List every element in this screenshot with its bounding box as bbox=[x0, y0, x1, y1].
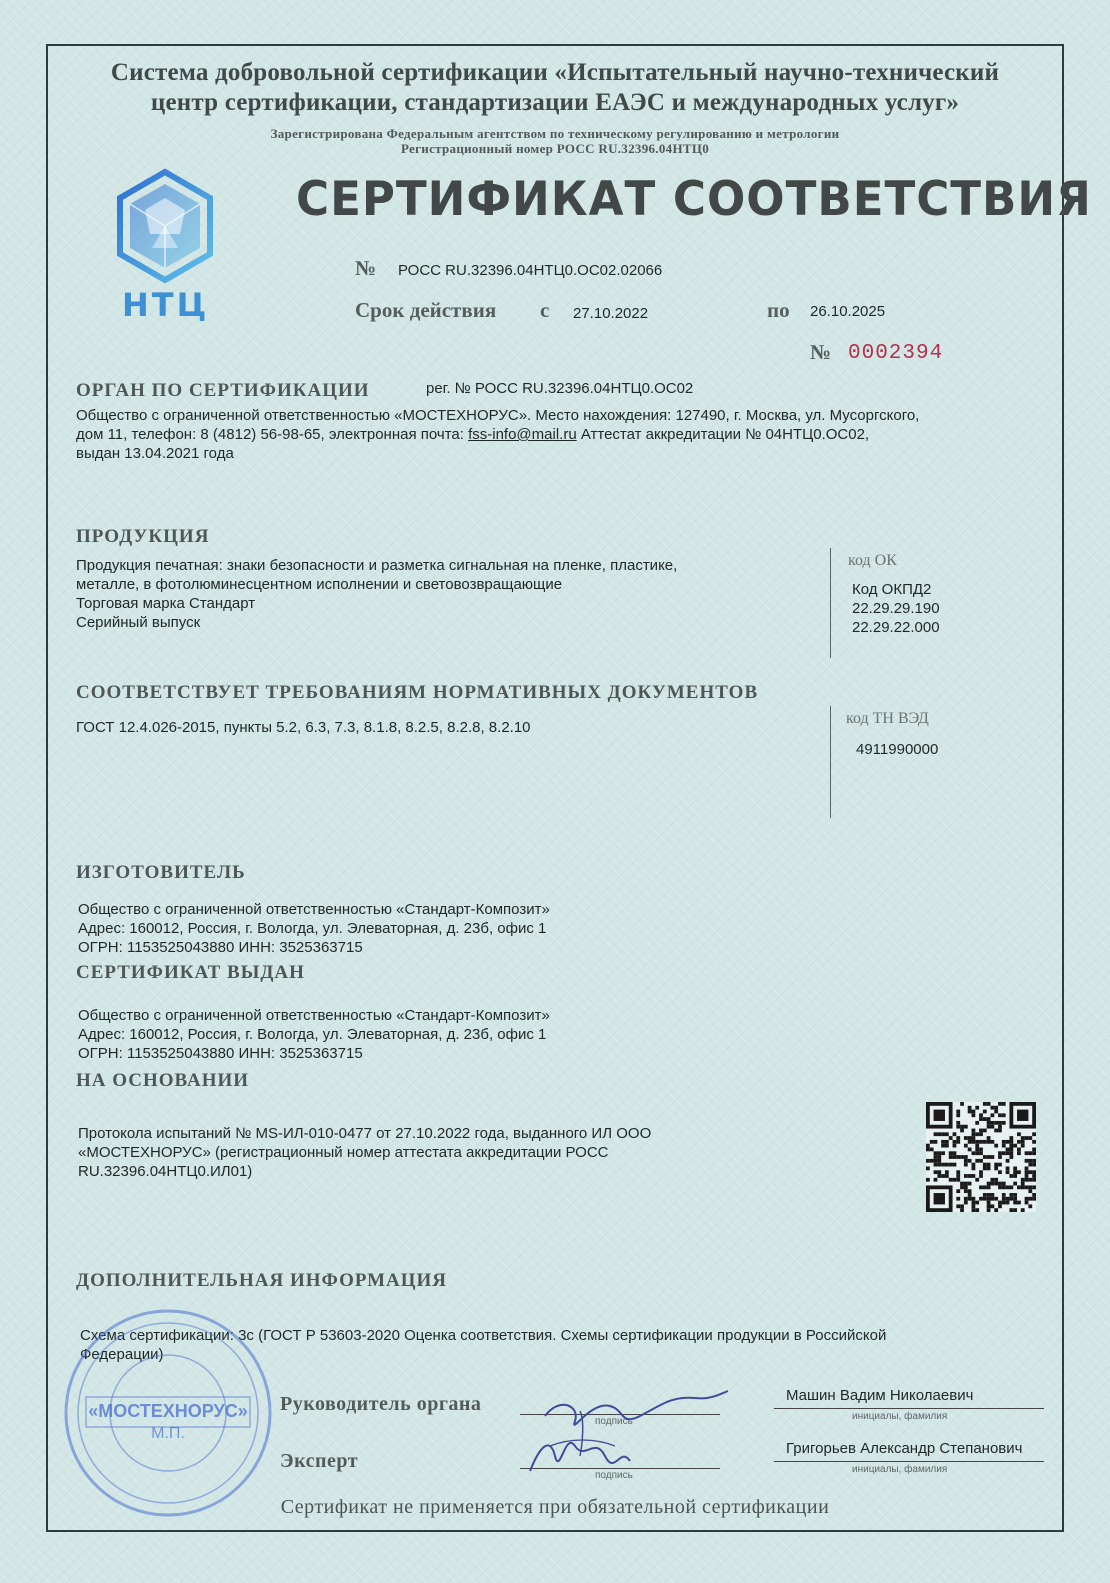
validity-to-label: по bbox=[767, 298, 790, 322]
issued-heading: СЕРТИФИКАТ ВЫДАН bbox=[76, 962, 305, 983]
basis-heading: НА ОСНОВАНИИ bbox=[76, 1070, 250, 1091]
organ-details bbox=[76, 406, 919, 463]
tnved-label: код ТН ВЭД bbox=[846, 710, 929, 727]
basis-line: «МОСТЕХНОРУС» (регистрационный номер аттестата аккредитации РОСС bbox=[78, 1144, 609, 1161]
ntc-logo bbox=[110, 168, 220, 328]
product-line: Продукция печатная: знаки безопасности и разметка сигнальная на пленке, пластике, bbox=[76, 557, 678, 574]
product-details bbox=[76, 556, 677, 632]
email-link[interactable]: fss-info@mail.ru bbox=[468, 426, 577, 443]
basis-details bbox=[78, 1124, 651, 1181]
okpd2-code: 22.29.29.190 bbox=[852, 600, 940, 617]
basis-line: Протокола испытаний № MS-ИЛ-010-0477 от 27.10.2022 года, выданного ИЛ ООО bbox=[78, 1125, 652, 1142]
manufacturer-heading: ИЗГОТОВИТЕЛЬ bbox=[76, 862, 246, 883]
validity-from-date: 27.10.2022 bbox=[573, 305, 649, 322]
okpd2-code: 22.29.22.000 bbox=[852, 619, 940, 636]
manufacturer-line: ОГРН: 1153525043880 ИНН: 3525363715 bbox=[78, 939, 363, 956]
organ-line1: Общество с ограниченной ответственностью «МОСТЕХНОРУС». Место нахождения: 127490, г. Москва, ул. Мусоргского, bbox=[76, 407, 920, 424]
additional-heading: ДОПОЛНИТЕЛЬНАЯ ИНФОРМАЦИЯ bbox=[76, 1270, 448, 1291]
cert-number-label: № bbox=[355, 256, 377, 280]
organ-line2: дом 11, телефон: 8 (4812) 56-98-65, электронная почта: fss-info@mail.ru Аттестат аккредитации № 04НТЦ0.ОС02, bbox=[76, 426, 870, 443]
qr-code-icon[interactable] bbox=[926, 1102, 1036, 1212]
expert-signature-caption: подпись bbox=[595, 1470, 633, 1481]
ok-code-label: код ОК bbox=[848, 552, 897, 569]
cert-number: РОСС RU.32396.04НТЦ0.ОС02.02066 bbox=[398, 262, 663, 279]
organ-heading: ОРГАН ПО СЕРТИФИКАЦИИ bbox=[76, 380, 370, 401]
mp-label: М.П. bbox=[151, 1425, 185, 1442]
product-line: Торговая марка Стандарт bbox=[76, 595, 256, 612]
footer-notice: Сертификат не применяется при обязательной сертификации bbox=[280, 1496, 830, 1518]
validity-to-date: 26.10.2025 bbox=[810, 303, 886, 320]
basis-line: RU.32396.04НТЦ0.ИЛ01) bbox=[78, 1163, 253, 1180]
okpd2-code: Код ОКПД2 bbox=[852, 581, 932, 598]
organization-stamp bbox=[60, 1305, 276, 1521]
validity-label: Срок действия bbox=[355, 298, 497, 322]
logo-text: НТЦ bbox=[122, 286, 210, 324]
page-title: СЕРТИФИКАТ СООТВЕТСТВИЯ bbox=[296, 172, 1092, 227]
organ-line3: выдан 13.04.2021 года bbox=[76, 445, 234, 462]
form-number: 0002394 bbox=[848, 342, 944, 365]
head-name-line bbox=[774, 1408, 1044, 1409]
system-name-line1: Система добровольной сертификации «Испытательный научно-технический bbox=[110, 59, 1000, 86]
head-label: Руководитель органа bbox=[280, 1393, 482, 1415]
hexagon-logo-icon bbox=[110, 168, 220, 288]
expert-name: Григорьев Александр Степанович bbox=[786, 1440, 1023, 1457]
okpd2-codes bbox=[852, 580, 940, 637]
expert-name-line bbox=[774, 1461, 1044, 1462]
system-name-line2: центр сертификации, стандартизации ЕАЭС и международных услуг» bbox=[150, 89, 960, 116]
expert-label: Эксперт bbox=[280, 1450, 359, 1472]
head-name: Машин Вадим Николаевич bbox=[786, 1387, 974, 1404]
additional-line: Федерации) bbox=[80, 1346, 164, 1363]
issued-line: Общество с ограниченной ответственностью «Стандарт-Композит» bbox=[78, 1007, 550, 1024]
registered-line: Зарегистрирована Федеральным агентством по техническому регулированию и метрологии bbox=[270, 126, 840, 141]
manufacturer-details bbox=[78, 900, 550, 957]
tnved-code: 4911990000 bbox=[856, 741, 939, 758]
issued-line: ОГРН: 1153525043880 ИНН: 3525363715 bbox=[78, 1045, 363, 1062]
expert-name-caption: инициалы, фамилия bbox=[852, 1464, 948, 1475]
product-code-divider bbox=[830, 548, 831, 658]
validity-from-label: с bbox=[540, 298, 550, 322]
registration-number-line: Регистрационный номер РОСС RU.32396.04НТЦ0 bbox=[400, 141, 710, 156]
product-line: металле, в фотолюминесцентном исполнении и световозвращающие bbox=[76, 576, 563, 593]
form-number-label: № bbox=[810, 340, 832, 364]
issued-line: Адрес: 160012, Россия, г. Вологда, ул. Элеваторная, д. 23б, офис 1 bbox=[78, 1026, 547, 1043]
product-heading: ПРОДУКЦИЯ bbox=[76, 526, 210, 547]
conformity-heading: СООТВЕТСТВУЕТ ТРЕБОВАНИЯМ НОРМАТИВНЫХ ДОКУМЕНТОВ bbox=[76, 682, 759, 703]
conformity-text: ГОСТ 12.4.026-2015, пункты 5.2, 6.3, 7.3, 8.1.8, 8.2.5, 8.2.8, 8.2.10 bbox=[76, 719, 531, 736]
additional-line: Схема сертификации: 3с (ГОСТ Р 53603-2020 Оценка соответствия. Схемы сертификации продукции в Российской bbox=[80, 1327, 887, 1344]
product-line: Серийный выпуск bbox=[76, 614, 201, 631]
tnved-divider bbox=[830, 706, 831, 818]
head-signature-caption: подпись bbox=[595, 1416, 633, 1427]
stamp-text: «МОСТЕХНОРУС» bbox=[88, 1401, 248, 1421]
issued-details bbox=[78, 1006, 550, 1063]
handwritten-signature-icon bbox=[520, 1376, 730, 1486]
head-name-caption: инициалы, фамилия bbox=[852, 1411, 948, 1422]
manufacturer-line: Адрес: 160012, Россия, г. Вологда, ул. Элеваторная, д. 23б, офис 1 bbox=[78, 920, 547, 937]
organ-reg: рег. № РОСС RU.32396.04НТЦ0.ОС02 bbox=[426, 380, 694, 397]
manufacturer-line: Общество с ограниченной ответственностью «Стандарт-Композит» bbox=[78, 901, 550, 918]
